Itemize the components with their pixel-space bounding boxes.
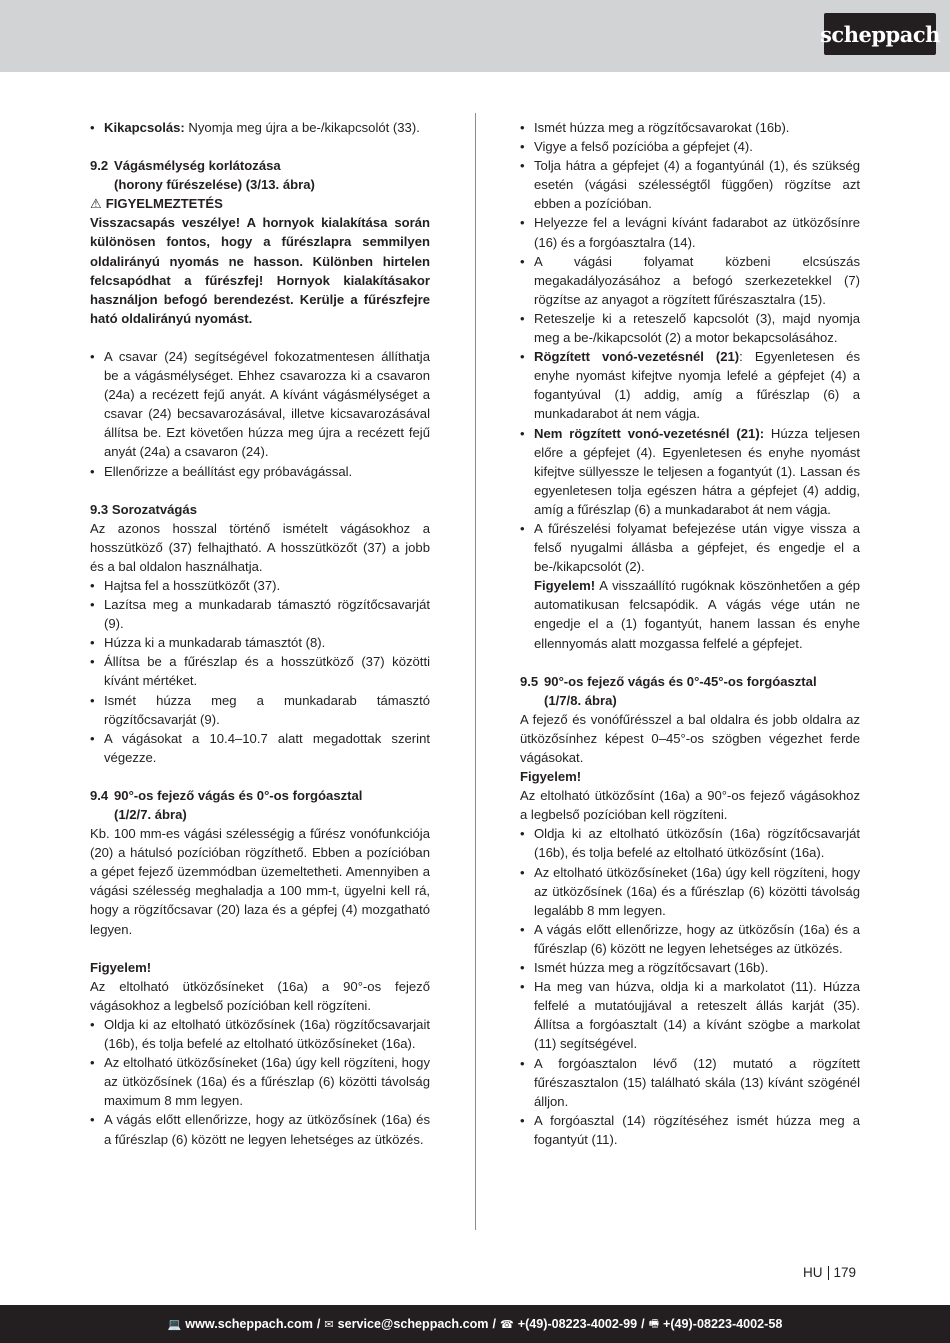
list-item: • Az eltolható ütközősíneket (16a) úgy kell rögzíteni, hogy az ütközősínek (16a) és a fűrészlap (6) közötti távolság legalább 8 mm legyen. xyxy=(520,863,860,920)
section-9-4-text: Kb. 100 mm-es vágási szélességig a fűrész vonófunkciója (20) a hátulsó pozícióban rögzíthető. Ebben a pozícióban a gépet fejező üzemmódban üzemeltetheti. Amennyiben a vágási szélesség meghaladja a 100 mm-t, ügyelni kell rá, hogy a rögzítőcsavar (20) laza és a gépfej (4) mozgatható legyen. xyxy=(90,826,430,937)
list-item: • A vágási folyamat közbeni elcsúszás megakadályozásához a befogó szerkezetekkel (7) rögzítse az anyagot a rögzített fűrészasztalra (15). xyxy=(520,252,860,309)
list-item: • Lazítsa meg a munkadarab támasztó rögzítőcsavarját (9). xyxy=(90,595,430,633)
note-text: Az eltolható ütközősíneket (16a) a 90°-os fejező vágásokhoz a legbelső pozícióban kell rögzíteni. xyxy=(90,978,430,1013)
page-number-value: 179 xyxy=(833,1265,857,1280)
list-item: • A fűrészelési folyamat befejezése után vigye vissza a felső nyugalmi állásba a gépfejet, és engedje el a be-/kikapcsolót (2). xyxy=(520,519,860,576)
free-guide-text: Húzza teljesen előre a gépfejet (4). Egyenletesen és enyhe nyomást kifejtve süllyessze le teljesen a fogantyút (1). Lassan és egyenletesen tolja egészen hátra a gépfejet (4) addig, amíg a fűrészlap (6) a munkadarabot át nem vágja. xyxy=(534,425,860,517)
list-item: • Az eltolható ütközősíneket (16a) úgy kell rögzíteni, hogy az ütközősínek (16a) és a fűrészlap (6) közötti távolság maximum 8 mm legyen. xyxy=(90,1053,430,1110)
column-divider xyxy=(475,113,476,1230)
section-9-5-text: A fejező és vonófűrésszel a bal oldalra és jobb oldalra az ütközősínhez képest 0–45°-os szögben végezhet ferde vágásokat. xyxy=(520,711,860,765)
mail-icon: ✉ xyxy=(324,1317,334,1331)
kikapcsolas-text: Nyomja meg újra a be-/kikapcsolót (33). xyxy=(184,120,420,135)
page-number xyxy=(803,1265,856,1280)
fax-icon: 🖷 xyxy=(648,1316,659,1330)
phone-number[interactable]: +(49)-08223-4002-99 xyxy=(517,1317,638,1331)
fax-number: +(49)-08223-4002-58 xyxy=(663,1317,783,1331)
section-number: 9.4 xyxy=(90,787,109,803)
section-9-4-subtitle: (1/2/7. ábra) xyxy=(114,807,187,822)
page-number-separator xyxy=(828,1266,829,1280)
list-item-fixed-guide xyxy=(520,347,860,423)
list-item: • Oldja ki az eltolható ütközősín (16a) rögzítőcsavarját (16b), és tolja befelé az eltolható ütközősínt (16a). xyxy=(520,824,860,862)
website-link[interactable]: www.scheppach.com xyxy=(185,1317,313,1331)
list-item-free-guide xyxy=(520,424,860,519)
list-item: • A vágásokat a 10.4–10.7 alatt megadottak szerint végezze. xyxy=(90,729,430,767)
page-language: HU xyxy=(803,1265,823,1280)
section-title: 90°-os fejező vágás és 0°-45°-os forgóasztal xyxy=(544,673,817,689)
warning-triangle-icon: ⚠ xyxy=(90,196,102,212)
list-item: • Reteszelje ki a reteszelő kapcsolót (3), majd nyomja meg a be-/kikapcsolót (2) a motor bekapcsolásához. xyxy=(520,309,860,347)
footer-separator: / xyxy=(492,1317,497,1331)
list-item-kikapcsolas xyxy=(90,118,430,137)
section-9-5-subtitle: (1/7/8. ábra) xyxy=(544,692,617,708)
computer-icon: 💻 xyxy=(167,1317,182,1331)
footer-separator: / xyxy=(641,1317,645,1331)
list-item: • Oldja ki az eltolható ütközősínek (16a) rögzítőcsavarjait (16b), és tolja befelé az eltolható ütközősíneket (16a). xyxy=(90,1015,430,1053)
list-item: • Tolja hátra a gépfejet (4) a fogantyúnál (1), és szükség esetén (vágási szélességtől függően) rögzítse azt ebben a pozícióban. xyxy=(520,156,860,213)
section-9-5-heading xyxy=(520,672,860,691)
list-item: • Állítsa be a fűrészlap és a hosszütköző (37) közötti kívánt mértéket. xyxy=(90,652,430,690)
warning-title: FIGYELMEZTETÉS xyxy=(105,196,223,212)
list-item: • A csavar (24) segítségével fokozatmentesen állíthatja be a vágásmélységet. Ehhez csavarozza ki a csavaron (24a) a recézett fejű anyát. A kívánt vágásmélységet a csavar (24) becsavarozásával, illetve kicsavarozásával állítsa be. Ezt követően húzza meg újra a recézett fejű anyát (24a) a csavaron (24). xyxy=(90,347,430,462)
left-column xyxy=(90,118,430,1149)
section-9-4-list xyxy=(90,1015,430,1149)
section-9-3-list xyxy=(90,576,430,767)
note-title: Figyelem! xyxy=(520,769,582,785)
list-item: • A forgóasztalon lévő (12) mutató a rögzített fűrészasztalon (15) található skála (13) kívánt szögénél álljon. xyxy=(520,1054,860,1111)
section-9-2-subtitle: (horony fűrészelése) (3/13. ábra) xyxy=(114,177,315,193)
list-item: • Ismét húzza meg a rögzítőcsavarokat (16b). xyxy=(520,118,860,137)
fixed-guide-text: : Egyenletesen és enyhe nyomást kifejtve nyomja lefelé a gépfejet (4) a fogantyúval (1) addig, amíg a fűrészlap (6) a munkadarabot át nem vágja. xyxy=(534,349,860,422)
footer-separator: / xyxy=(316,1317,321,1331)
list-item: • A vágás előtt ellenőrizze, hogy az ütközősín (16a) és a fűrészlap (6) között ne legyen lehetséges az ütközés. xyxy=(520,920,860,958)
footer-bar xyxy=(0,1305,950,1343)
free-guide-label: Nem rögzített vonó-vezetésnél (21): xyxy=(534,425,765,441)
section-9-3-heading: 9.3 Sorozatvágás xyxy=(90,501,197,517)
phone-icon: ☎ xyxy=(500,1317,514,1331)
section-9-5-list xyxy=(520,824,860,1149)
list-item: • Ismét húzza meg a munkadarab támasztó rögzítőcsavarját (9). xyxy=(90,691,430,729)
list-item: • Helyezze fel a levágni kívánt fadarabot az ütközősínre (16) és a forgóasztalra (14). xyxy=(520,213,860,251)
section-title: 90°-os fejező vágás és 0°-os forgóasztal xyxy=(114,787,363,803)
section-title: Vágásmélység korlátozása xyxy=(114,158,281,174)
header-bar xyxy=(0,0,950,72)
list-item: • Ha meg van húzva, oldja ki a markolatot (11). Húzza felfelé a mutatóujjával a reteszelt állás karját (35). Állítsa a forgóasztalt (14) a kívánt szögbe a markolat (11) segítségével. xyxy=(520,977,860,1053)
end-note-label: Figyelem! xyxy=(534,578,596,594)
list-item: • Hajtsa fel a hosszütközőt (37). xyxy=(90,576,430,595)
right-column xyxy=(520,118,860,1149)
section-9-4-heading xyxy=(90,786,430,805)
list-item: • A forgóasztal (14) rögzítéséhez ismét húzza meg a fogantyút (11). xyxy=(520,1111,860,1149)
note-text: Az eltolható ütközősínt (16a) a 90°-os fejező vágásokhoz a legbelső pozícióban kell rögzíteni. xyxy=(520,788,860,823)
list-item: • Ismét húzza meg a rögzítőcsavart (16b). xyxy=(520,958,860,977)
list-item: • Ellenőrizze a beállítást egy próbavágással. xyxy=(90,462,430,481)
section-number: 9.5 xyxy=(520,673,539,689)
fixed-guide-label: Rögzített vonó-vezetésnél (21) xyxy=(534,349,740,365)
kikapcsolas-label: Kikapcsolás: xyxy=(104,120,185,135)
procedure-list xyxy=(520,118,860,347)
list-item: • Vigye a felső pozícióba a gépfejet (4). xyxy=(520,137,860,156)
section-number: 9.2 xyxy=(90,158,109,174)
scheppach-logo: scheppach xyxy=(824,13,936,55)
note-title: Figyelem! xyxy=(90,959,152,975)
end-note-text: A visszaállító rugóknak köszönhetően a gép automatikusan felcsapódik. A vágás vége után ne engedje el a (1) fogantyút, hanem lassan és enyhe ellennyomás alatt mozgassa felfelé a gépfejet. xyxy=(534,578,860,651)
end-note xyxy=(520,576,860,652)
email-link[interactable]: service@scheppach.com xyxy=(337,1317,489,1331)
list-item: • Húzza ki a munkadarab támasztót (8). xyxy=(90,633,430,652)
list-item: • A vágás előtt ellenőrizze, hogy az ütközősínek (16a) és a fűrészlap (6) között ne legyen lehetséges az ütközés. xyxy=(90,1110,430,1148)
section-9-2-heading xyxy=(90,156,430,175)
warning-text: Visszacsapás veszélye! A hornyok kialakítása során különösen fontos, hogy a fűrészlapra semmilyen oldalirányú nyomás ne hasson. Különben hirtelen felcsapódhat a fűrészfej! Hornyok kialakításakor használjon befogó berendezést. Kerülje a fűrészfejre ható oldalirányú nyomást. xyxy=(90,215,430,326)
section-9-3-text: Az azonos hosszal történő ismételt vágásokhoz a hosszütköző (37) felhajtható. A hosszütközőt (37) a jobb és a bal oldalon használhatja. xyxy=(90,520,430,574)
warning-heading xyxy=(90,194,430,213)
